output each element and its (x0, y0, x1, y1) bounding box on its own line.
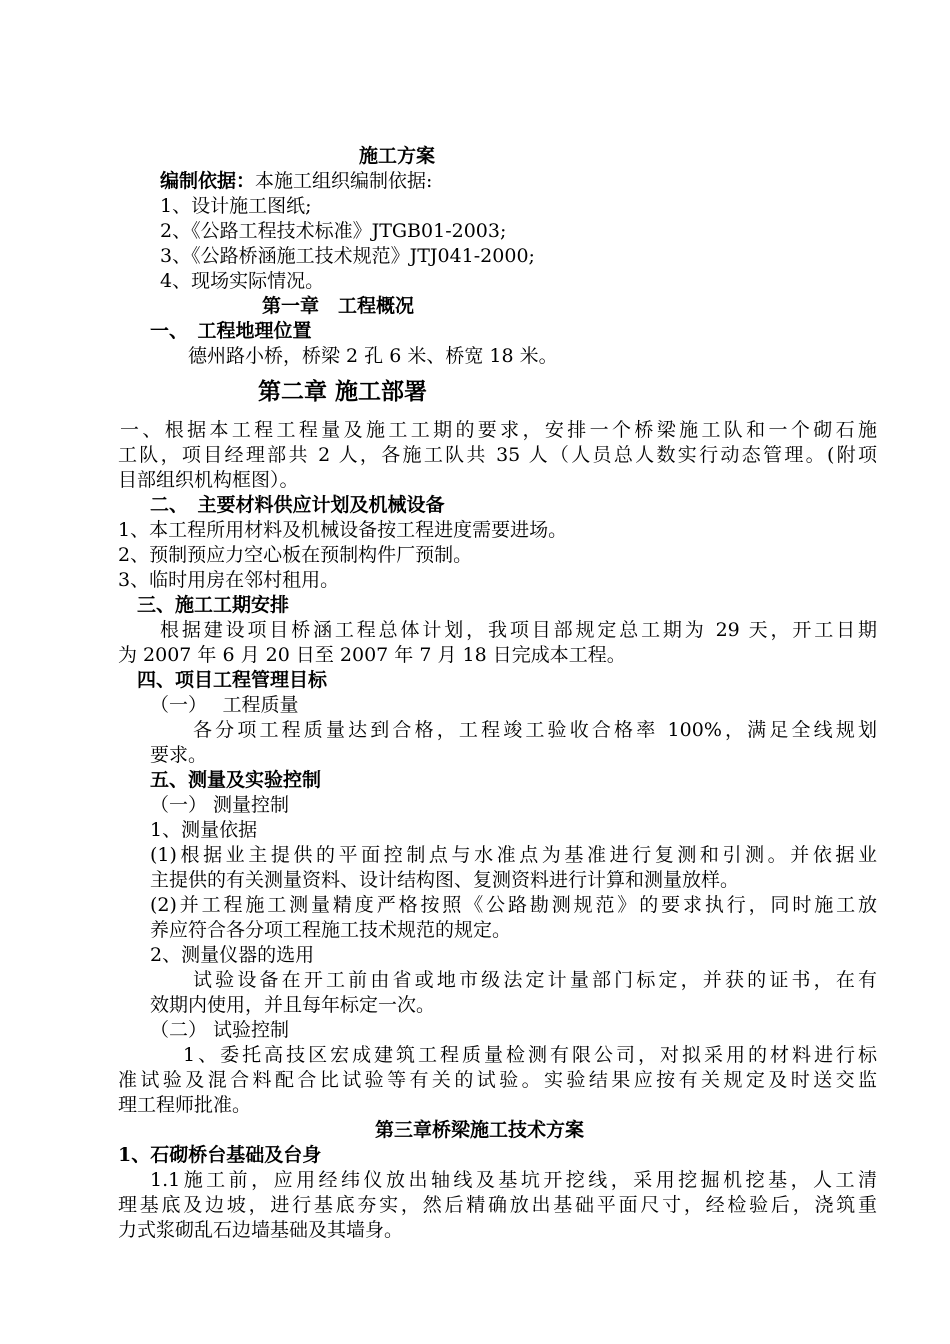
ch2-section3-line: 根据建设项目桥涵工程总体计划，我项目部规定总工期为 29 天，开工日期 (160, 619, 877, 641)
ch2-section2-title: 二、 主要材料供应计划及机械设备 (150, 494, 445, 516)
basis-item: 3、《公路桥涵施工技术规范》JTJ041-2000; (160, 245, 535, 267)
ch2-section5-line: 效期内使用，并且每年标定一次。 (150, 994, 436, 1016)
ch2-section5-subtitle: （一） 测量控制 (150, 794, 290, 816)
chapter3-title: 第三章桥梁施工技术方案 (375, 1119, 585, 1141)
ch3-section1-title: 1、石砌桥台基础及台身 (118, 1144, 322, 1166)
ch2-section1-line: 目部组织机构框图）。 (118, 469, 299, 491)
ch2-section5-line: (2)并工程施工测量精度严格按照《公路勘测规范》的要求执行，同时施工放 (150, 894, 877, 916)
ch3-section1-line: 理基底及边坡，进行基底夯实，然后精确放出基础平面尺寸，经检验后，浇筑重 (118, 1194, 877, 1216)
ch2-section5-line: (1)根据业主提供的平面控制点与水准点为基准进行复测和引测。并依据业 (150, 844, 877, 866)
ch2-section5-subtitle: （二） 试验控制 (150, 1019, 290, 1041)
ch2-section2-item: 1、本工程所用材料及机械设备按工程进度需要进场。 (118, 519, 568, 541)
ch1-section1-text: 德州路小桥，桥梁 2 孔 6 米、桥宽 18 米。 (188, 345, 558, 367)
basis-label: 编制依据： (160, 170, 256, 192)
chapter2-title: 第二章 施工部署 (258, 378, 428, 405)
ch2-section5-line: 主提供的有关测量资料、设计结构图、复测资料进行计算和测量放样。 (150, 869, 740, 891)
ch2-section5-item: 2、测量仪器的选用 (150, 944, 315, 966)
ch2-section5-line: 准试验及混合料配合比试验等有关的试验。实验结果应按有关规定及时送交监 (118, 1069, 877, 1091)
ch2-section4-line: 要求。 (150, 744, 208, 766)
ch2-section5-title: 五、测量及实验控制 (150, 769, 322, 791)
ch2-section4-subtitle: （一） 工程质量 (150, 694, 299, 716)
ch3-section1-line: 力式浆砌乱石边墙基础及其墙身。 (118, 1219, 404, 1241)
ch1-section1-title: 一、 工程地理位置 (150, 320, 312, 342)
ch2-section4-line: 各分项工程质量达到合格，工程竣工验收合格率 100%，满足全线规划 (193, 719, 877, 741)
ch2-section3-title: 三、施工工期安排 (137, 594, 290, 616)
ch2-section4-title: 四、项目工程管理目标 (137, 669, 328, 691)
ch2-section5-line: 试验设备在开工前由省或地市级法定计量部门标定，并获的证书，在有 (193, 969, 877, 991)
chapter1-title: 第一章 工程概况 (262, 295, 415, 317)
basis-item: 4、现场实际情况。 (160, 270, 325, 292)
ch2-section2-item: 2、预制预应力空心板在预制构件厂预制。 (118, 544, 473, 566)
basis-item: 2、《公路工程技术标准》JTGB01-2003; (160, 220, 507, 242)
basis-text: 本施工组织编制依据: (255, 170, 433, 192)
ch2-section5-item: 1、测量依据 (150, 819, 258, 841)
ch2-section2-item: 3、临时用房在邻村租用。 (118, 569, 340, 591)
document-title: 施工方案 (359, 145, 436, 167)
ch2-section3-line: 为 2007 年 6 月 20 日至 2007 年 7 月 18 日完成本工程。 (118, 644, 626, 666)
ch2-section5-line: 养应符合各分项工程施工技术规范的规定。 (150, 919, 512, 941)
ch2-section1-line: 一、根据本工程工程量及施工工期的要求，安排一个桥梁施工队和一个砌石施 (120, 419, 877, 441)
ch2-section5-line: 理工程师批准。 (118, 1094, 252, 1116)
ch2-section5-line: 1、委托高技区宏成建筑工程质量检测有限公司，对拟采用的材料进行标 (183, 1044, 877, 1066)
ch3-section1-line: 1.1施工前，应用经纬仪放出轴线及基坑开挖线，采用挖掘机挖基，人工清 (150, 1169, 877, 1191)
basis-heading (160, 169, 432, 193)
basis-item: 1、设计施工图纸; (160, 195, 312, 217)
ch2-section1-line: 工队，项目经理部共 2 人，各施工队共 35 人（人员总人数实行动态管理。(附项 (118, 444, 877, 466)
